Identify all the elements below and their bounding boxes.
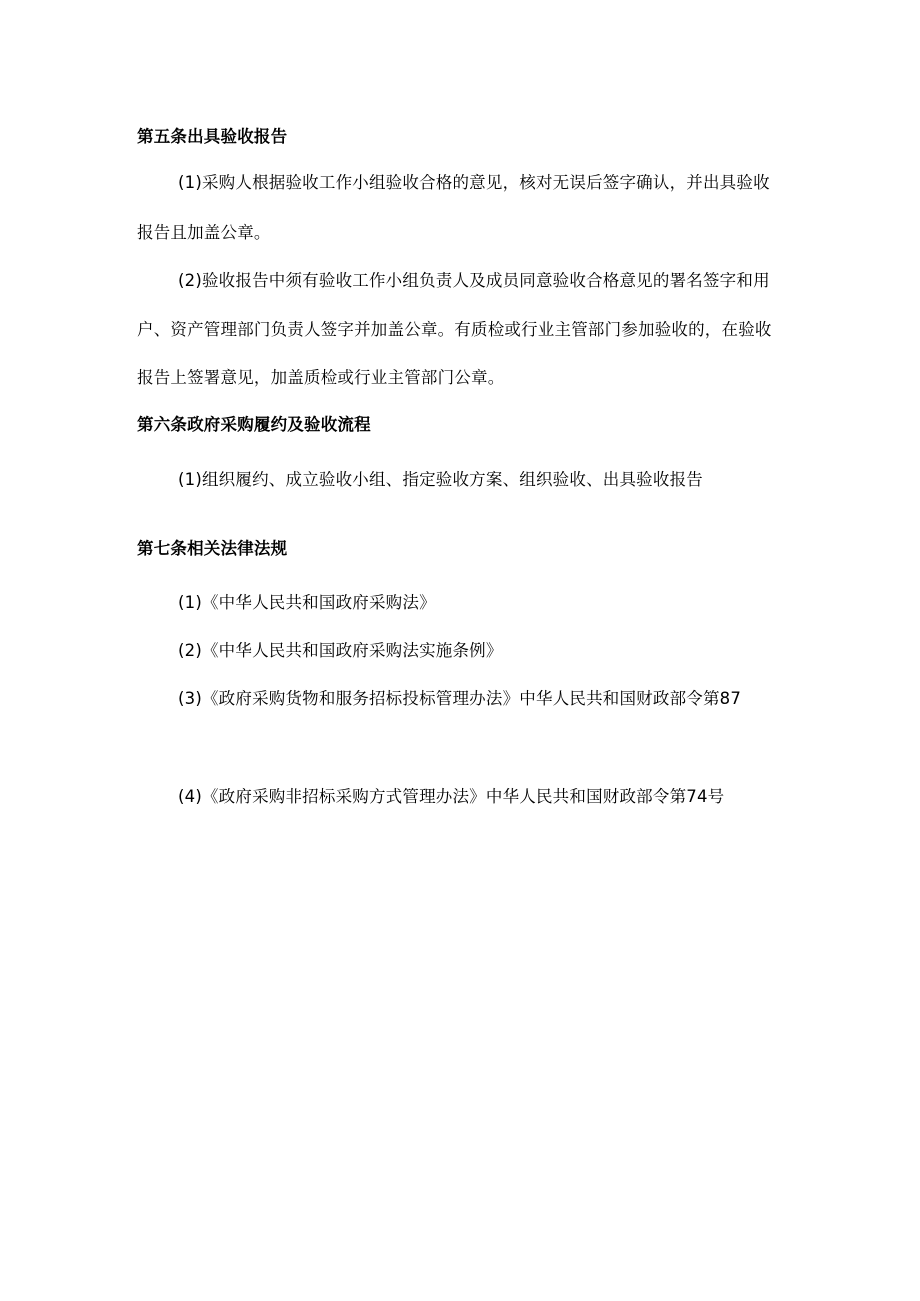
section-5-item-2-line-3: 报告上签署意见，加盖质检或行业主管部门公章。 [137,368,505,387]
section-7-item-1: (1)《中华人民共和国政府采购法》 [178,593,436,612]
section-5-item-1-line-1: (1)采购人根据验收工作小组验收合格的意见，核对无误后签字确认，并出具验收 [178,173,770,192]
section-5-heading: 第五条出具验收报告 [137,127,288,146]
section-7-item-3: (3)《政府采购货物和服务招标投标管理办法》中华人民共和国财政部令第87 [178,689,742,708]
section-7-item-2: (2)《中华人民共和国政府采购法实施条例》 [178,641,503,660]
section-5-item-1-line-2: 报告且加盖公章。 [137,223,271,242]
section-5-item-2-line-1: (2)验收报告中须有验收工作小组负责人及成员同意验收合格意见的署名签字和用 [178,271,770,290]
section-5-item-2-line-2: 户、资产管理部门负责人签字并加盖公章。有质检或行业主管部门参加验收的，在验收 [137,320,772,339]
section-6-item-1: (1)组织履约、成立验收小组、指定验收方案、组织验收、出具验收报告 [178,470,703,489]
section-7-item-4: (4)《政府采购非招标采购方式管理办法》中华人民共和国财政部令第74号 [178,787,725,806]
section-7-heading: 第七条相关法律法规 [137,539,288,558]
section-6-heading: 第六条政府采购履约及验收流程 [137,415,371,434]
